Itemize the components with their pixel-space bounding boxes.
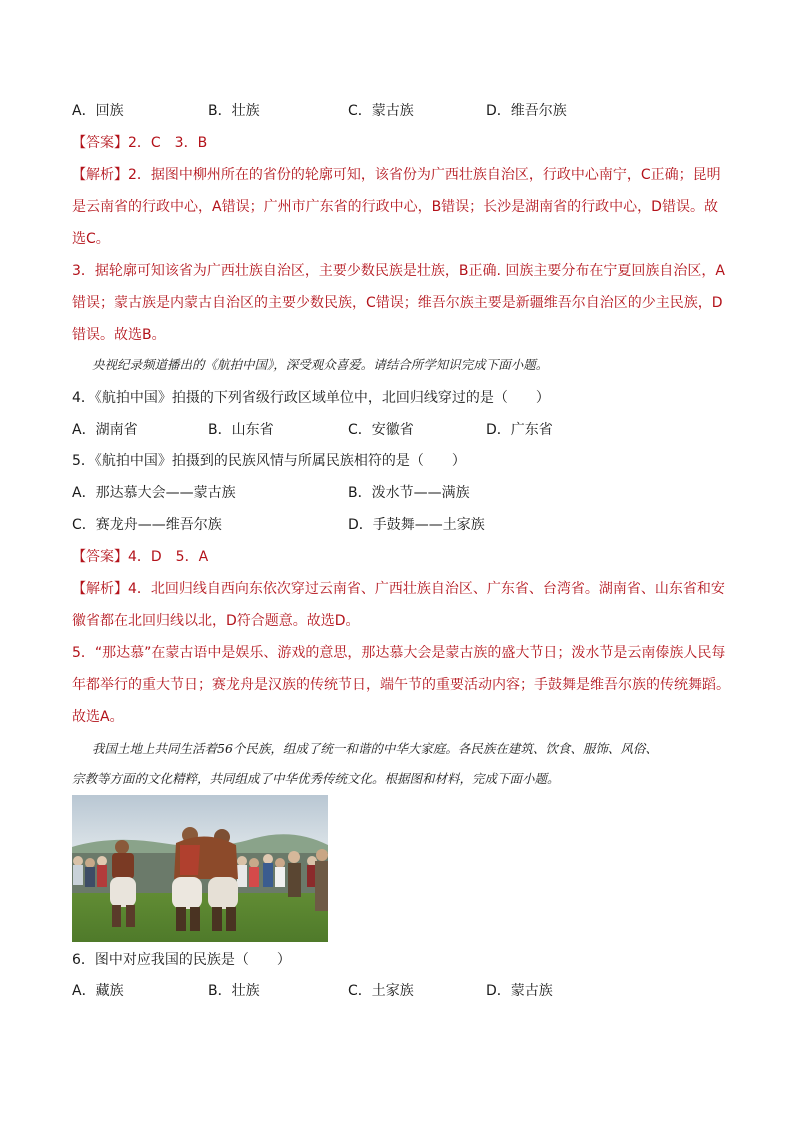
option-a: A．那达慕大会——蒙古族 — [72, 485, 236, 501]
material-intro: 我国土地上共同生活着56个民族，组成了统一和谐的中华大家庭。各民族在建筑、饮食、服饰、风俗、 — [92, 741, 658, 756]
option-c: C．赛龙舟——维吾尔族 — [72, 517, 222, 533]
question-6-stem: 6．图中对应我国的民族是（ ） — [72, 952, 291, 968]
explanation-line: 3．据轮廓可知该省为广西壮族自治区，主要少数民族是壮族，B正确. 回族主要分布在宁夏回族自治区，A — [72, 263, 725, 279]
material-intro: 宗教等方面的文化精粹，共同组成了中华优秀传统文化。根据图和材料，完成下面小题。 — [72, 771, 560, 786]
option-b: B．壮族 — [208, 983, 260, 999]
explanation-text: 4．北回归线自西向东依次穿过云南省、广西壮族自治区、广东省、台湾省。湖南省、山东省和安 — [128, 581, 725, 597]
wrestling-photo — [72, 795, 328, 942]
explanation-tag: 【解析】 — [72, 167, 128, 183]
explanation-line: 错误。故选B。 — [72, 327, 166, 343]
explanation-line: 故选A。 — [72, 709, 124, 725]
material-intro: 央视纪录频道播出的《航拍中国》，深受观众喜爱。请结合所学知识完成下面小题。 — [92, 357, 549, 372]
answer-4-5 — [72, 548, 208, 566]
option-b: B．壮族 — [208, 103, 260, 119]
answer-tag: 【答案】 — [72, 135, 128, 151]
option-b: B．山东省 — [208, 422, 274, 438]
explanation-line: 错误；蒙古族是内蒙古自治区的主要少数民族，C错误；维吾尔族主要是新疆维吾尔自治区的少主民族，D — [72, 295, 723, 311]
option-a: A．湖南省 — [72, 422, 138, 438]
option-c: C．安徽省 — [348, 422, 414, 438]
option-d: D．手鼓舞——土家族 — [348, 517, 485, 533]
explanation-tag: 【解析】 — [72, 581, 128, 597]
answer-text: 2．C 3．B — [128, 135, 208, 151]
option-b: B．泼水节——满族 — [348, 485, 470, 501]
answer-tag: 【答案】 — [72, 549, 128, 565]
wrestling-image — [72, 795, 328, 942]
answer-text: 4．D 5．A — [128, 549, 209, 565]
option-c: C．土家族 — [348, 983, 414, 999]
explanation-line — [72, 580, 725, 598]
option-a: A．藏族 — [72, 983, 124, 999]
option-d: D．广东省 — [486, 422, 553, 438]
explanation-line: 5．“那达慕”在蒙古语中是娱乐、游戏的意思，那达慕大会是蒙古族的盛大节日；泼水节是云南傣族人民每 — [72, 645, 726, 661]
explanation-text: 2．据图中柳州所在的省份的轮廓可知，该省份为广西壮族自治区，行政中心南宁，C正确；昆明 — [128, 167, 721, 183]
explanation-line: 选C。 — [72, 231, 110, 247]
answer-2-3 — [72, 134, 207, 152]
question-4-stem: 4．《航拍中国》拍摄的下列省级行政区域单位中，北回归线穿过的是（ ） — [72, 390, 550, 406]
question-5-stem: 5．《航拍中国》拍摄到的民族风情与所属民族相符的是（ ） — [72, 453, 466, 469]
option-a: A．回族 — [72, 103, 124, 119]
explanation-line: 年都举行的重大节日；赛龙舟是汉族的传统节日，端午节的重要活动内容；手鼓舞是维吾尔族的传统舞蹈。 — [72, 677, 730, 693]
explanation-line: 徽省都在北回归线以北，D符合题意。故选D。 — [72, 613, 360, 629]
option-d: D．蒙古族 — [486, 983, 553, 999]
explanation-line: 是云南省的行政中心，A错误；广州市广东省的行政中心，B错误；长沙是湖南省的行政中心，D错误。故 — [72, 199, 718, 215]
option-c: C．蒙古族 — [348, 103, 414, 119]
option-d: D．维吾尔族 — [486, 103, 567, 119]
explanation-line — [72, 166, 721, 184]
